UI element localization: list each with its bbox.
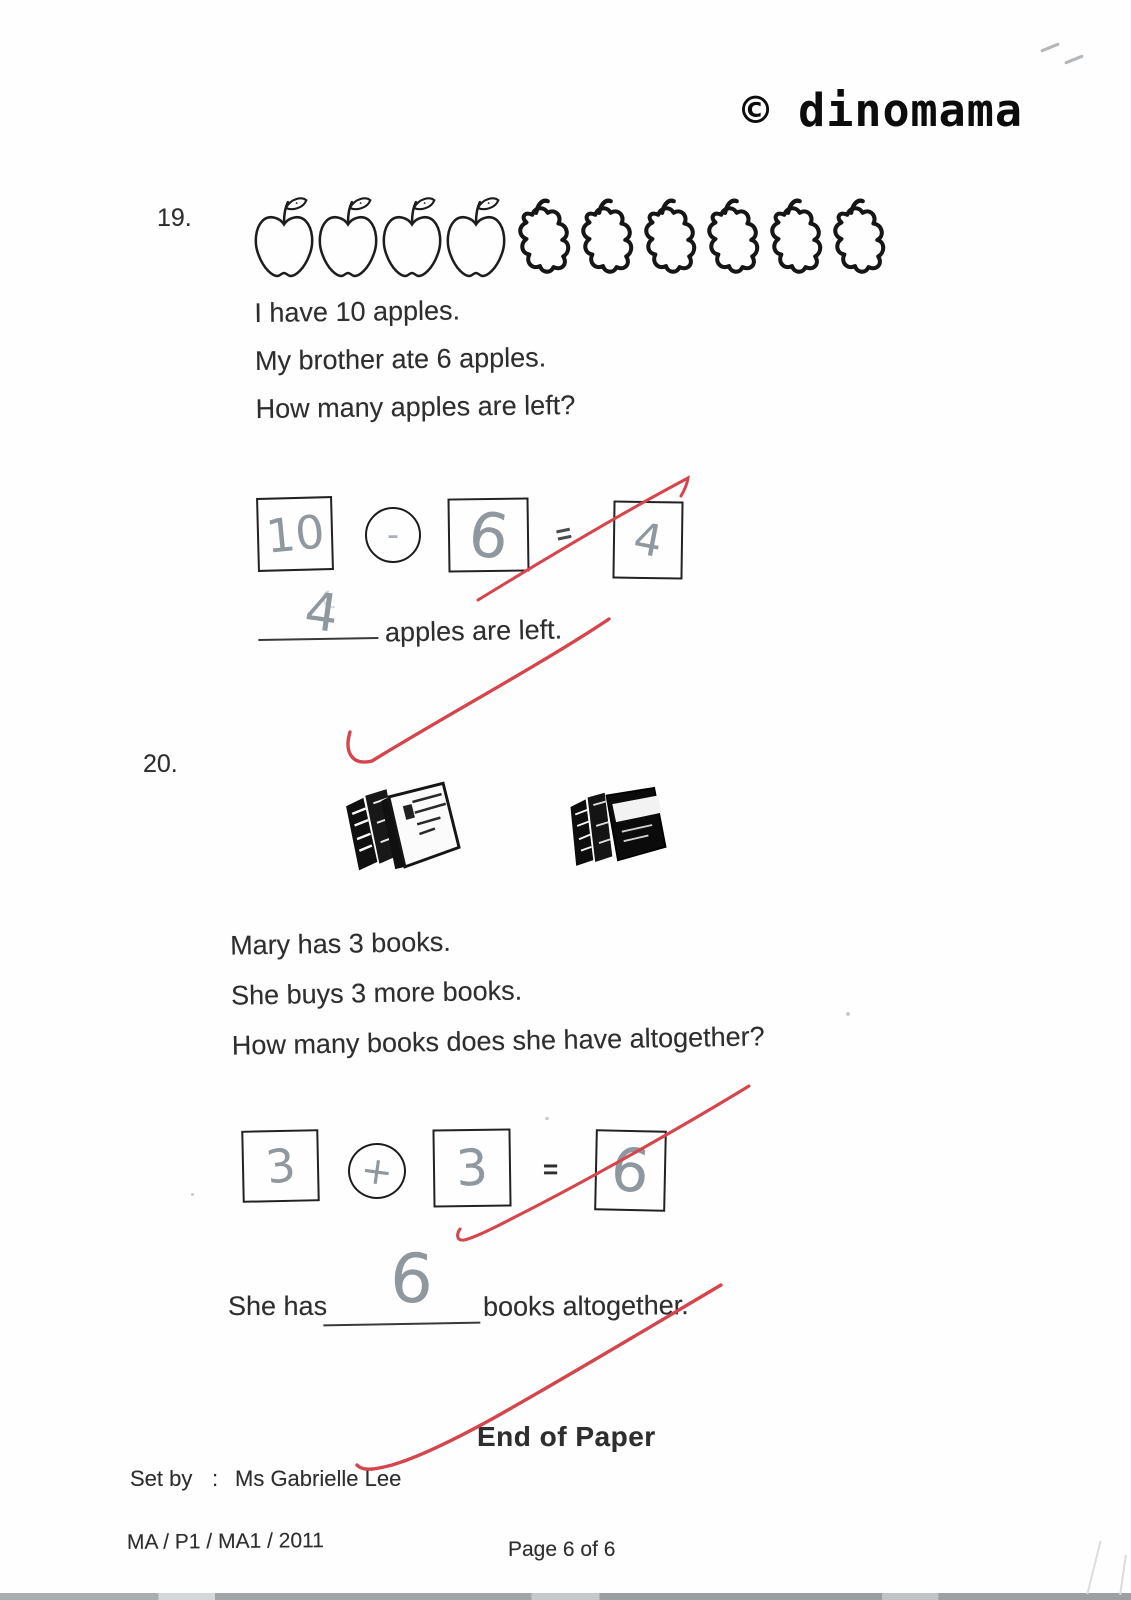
apple-icon [252,194,316,286]
handwritten-second: 3 [454,1138,490,1198]
watermark: © dinomama [742,84,1023,137]
statement-line: Mary has 3 books. [229,926,451,961]
handwritten-first: 10 [263,504,327,564]
equation20-box-second [432,1128,511,1207]
statement-line: My brother ate 6 apples. [254,342,547,376]
operator20-circle [348,1143,406,1199]
apple-core-icon [572,190,634,286]
apple-icon [380,194,444,286]
scan-crease [1119,1555,1127,1595]
question-20-statement [230,921,765,1061]
answer20-handwritten: 6 [387,1238,436,1321]
equation19-box-second [447,497,529,572]
equals-sign: = [543,1154,559,1184]
apple-core-icon [698,190,760,286]
minus-sign: - [386,515,400,555]
apple-core-icon [635,190,697,286]
question-19-number: 19. [157,204,192,232]
scan-speck [545,1117,549,1120]
handwritten-result: 4 [629,512,667,568]
set-by-name: Ms Gabrielle Lee [235,1466,402,1491]
apple-core-icon [761,190,823,286]
equation20-box-result [594,1129,667,1211]
footer-paper-code: MA / P1 / MA1 / 2011 [126,1529,324,1554]
equation19-box-result [612,501,683,580]
equation20-box-first [241,1129,319,1203]
apple-row-icons [252,190,886,286]
handwritten-second: 6 [463,496,514,574]
footer-page-number: Page 6 of 6 [508,1538,616,1561]
books-clipart-right [561,772,675,878]
statement-line: She buys 3 more books. [230,975,523,1011]
apple-icon [444,194,508,286]
scan-speck [846,1012,850,1016]
plus-sign: + [358,1146,396,1196]
books-clipart-left [331,762,467,885]
end-of-paper: End of Paper [477,1421,656,1452]
statement-line: I have 10 apples. [254,295,461,328]
apple-core-icon [824,190,886,286]
answer19-text: apples are left. [384,614,563,648]
answer19-handwritten: 4 [300,580,343,646]
set-by-separator: : [212,1466,219,1491]
statement-line: How many apples are left? [255,390,576,424]
handwritten-result: 6 [607,1133,654,1208]
stray-mark [1040,42,1060,52]
scan-crease [1086,1541,1101,1595]
answer20-prefix: She has [228,1291,328,1321]
operator19-circle [365,507,421,563]
statement-line: How many books does she have altogether? [231,1021,765,1061]
apple-core-icon [509,190,571,286]
stray-mark [1064,54,1084,64]
handwritten-first: 3 [262,1137,299,1195]
scan-speck [191,1193,194,1196]
apple-icon [316,194,380,286]
set-by-label: Set by [130,1466,193,1491]
question-20-number: 20. [143,750,178,778]
equation19-box-first [256,496,334,572]
equals-sign: = [552,517,575,551]
question-19-statement [254,294,575,425]
scan-bottom-edge [0,1593,1131,1600]
answer20-suffix: books altogether. [482,1290,689,1322]
